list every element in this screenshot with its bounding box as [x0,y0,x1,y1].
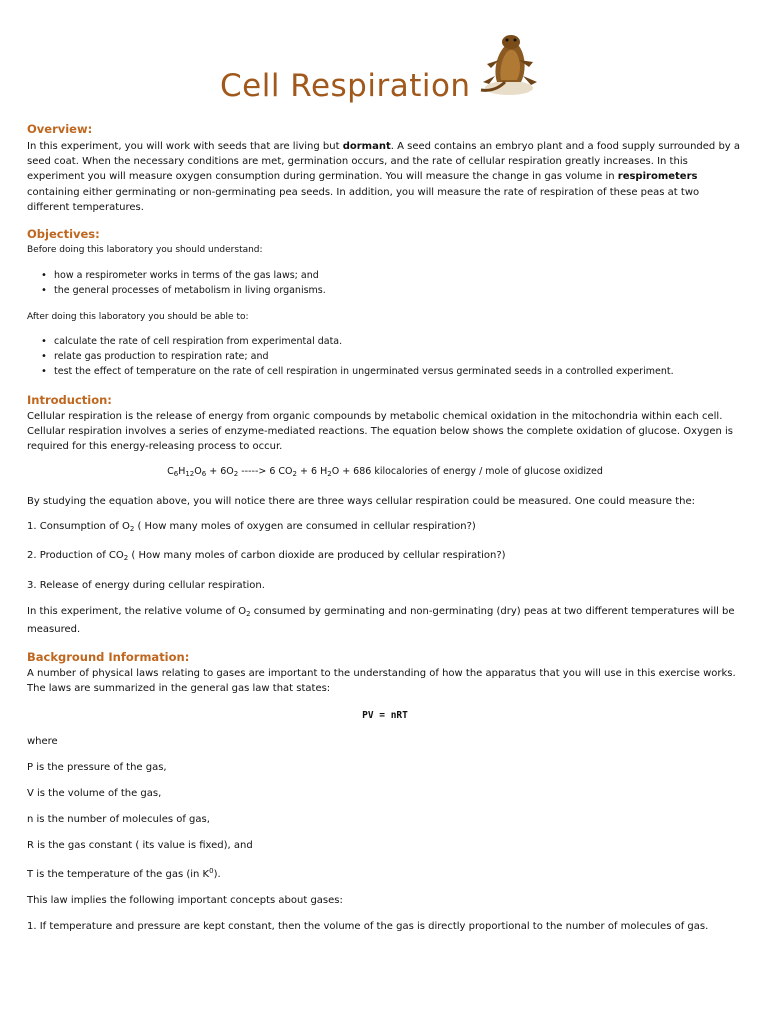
definition-p: P is the pressure of the gas, [27,762,167,773]
definition-n: n is the number of molecules of gas, [27,814,210,825]
dormant-term: dormant [342,141,391,152]
background-heading: Background Information: [27,650,190,664]
objectives-before-list [41,268,741,298]
glucose-equation: $C_6H_{12}O_6 + 6O_2$ -----> 6 $CO_2 + 6$ $H_2O + 686$ kilocalories of energy / mole of glucose oxidized [167,466,603,478]
lizard-mascot-icon [475,30,547,102]
list-item: • calculate the rate of cell respiration from experimental data. [41,334,741,349]
concept-1: 1. If temperature and pressure are kept constant, then the volume of the gas is directly proportional to the number of molecules of gas. [27,921,709,932]
gas-law-equation: PV = nRT [362,710,408,721]
respirometers-term: respirometers [617,171,698,183]
definition-v: V is the volume of the gas, [27,788,162,799]
list-item: • test the effect of temperature on the rate of cell respiration in ungerminated versus germinated seeds in a controlled experiment. [41,364,741,379]
measurement-item-1: 1. Consumption of $O_2$ ( How many moles of oxygen are consumed in cellular respiration?) [27,521,476,533]
measurement-ways-text: By studying the equation above, you will notice there are three ways cellular respiration could be measured. One could measure the: [27,496,696,507]
list-item: • the general processes of metabolism in living organisms. [41,283,741,298]
background-paragraph: A number of physical laws relating to gases are important to the understanding of how the apparatus that you will use in this exercise works. The laws are summarized in the general gas law that states: [27,668,736,695]
objectives-before-text: Before doing this laboratory you should understand: [27,245,263,255]
measurement-item-3: 3. Release of energy during cellular respiration. [27,580,265,591]
objectives-heading: Objectives: [27,227,100,241]
where-text: where [27,736,58,747]
page-title: Cell Respiration [220,68,471,104]
title-row [27,30,743,120]
introduction-heading: Introduction: [27,393,112,407]
definition-t: T is the temperature of the gas (in $K^0$). [27,867,221,880]
overview-heading: Overview: [27,122,93,136]
list-item: • how a respirometer works in terms of the gas laws; and [41,268,741,283]
overview-paragraph: In this experiment, you will work with seeds that are living but dormant. A seed contains an embryo plant and a food supply surrounded by a seed coat. When the necessary conditions are met, germination occurs, and the rate of cellular respiration greatly increases. In this experiment you will measure oxygen consumption during germination. You will measure the change in gas volume in respirometers containing either germinating or non-germinating pea seeds. In addition, you will measure the rate of respiration of these peas at two different temperatures. [27,141,741,213]
definition-r: R is the gas constant ( its value is fixed), and [27,840,253,851]
measurement-item-2: 2. Production of $CO_2$ ( How many moles of carbon dioxide are produced by cellular respiration?) [27,550,506,562]
objectives-after-text: After doing this laboratory you should be able to: [27,312,249,322]
introduction-paragraph: Cellular respiration is the release of energy from organic compounds by metabolic chemical oxidation in the mitochondria within each cell. Cellular respiration involves a series of enzyme-mediated reactions. The equation below shows the complete oxidation of glucose. Oxygen is required for this energy-releasing process to occur. [27,411,733,453]
list-item: • relate gas production to respiration rate; and [41,349,741,364]
experiment-measured-text: In this experiment, the relative volume of $O_2$ consumed by germinating and non-germinating (dry) peas at two different temperatures will be measured. [27,606,735,636]
objectives-after-list [41,334,741,379]
implies-text: This law implies the following important concepts about gases: [27,895,343,906]
